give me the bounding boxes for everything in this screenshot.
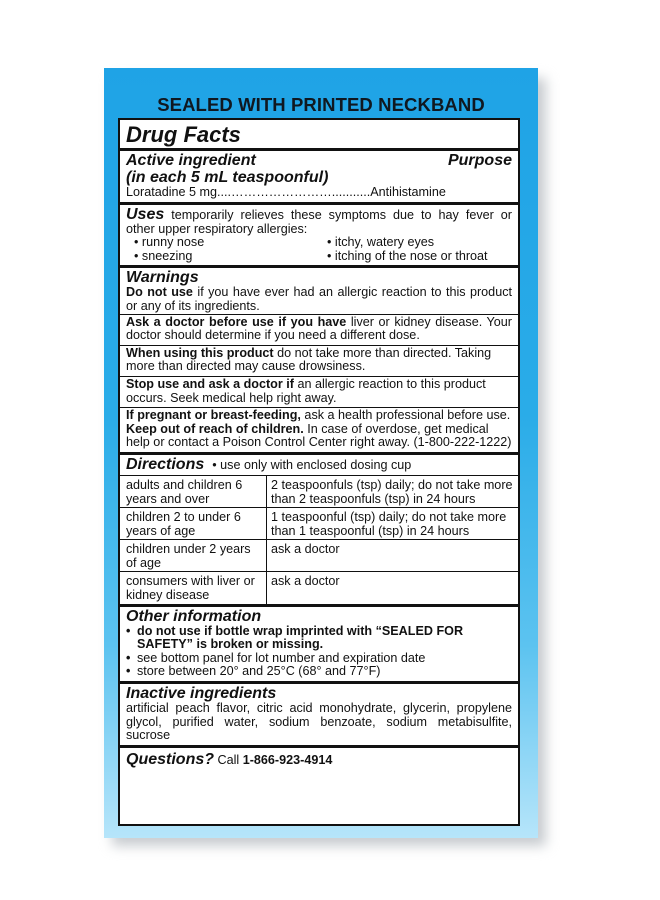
warning-item: When using this product do not take more than directed. Taking more than directed may cause drowsiness. bbox=[126, 345, 492, 374]
uses-text: temporarily relieves these symptoms due to hay fever or other upper respiratory allergies: bbox=[126, 207, 512, 236]
inactive-ingredients-section bbox=[126, 684, 512, 745]
questions-section bbox=[126, 748, 512, 770]
directions-who: children under 2 years of age bbox=[120, 540, 267, 572]
table-row bbox=[120, 508, 518, 540]
warning-item: Keep out of reach of children. In case of overdose, get medical help or contact a Poison Control Center right away. (1-800-222-1222) bbox=[126, 421, 512, 450]
warning-item: If pregnant or breast-feeding, ask a health professional before use. bbox=[126, 408, 511, 423]
directions-who: consumers with liver or kidney disease bbox=[120, 572, 267, 604]
list-item: • itching of the nose or throat bbox=[327, 250, 512, 264]
uses-bullets bbox=[126, 236, 512, 263]
drug-facts-panel bbox=[118, 118, 520, 826]
questions-call-label: Call bbox=[214, 752, 243, 767]
label-card bbox=[104, 68, 538, 838]
active-ingredient-subheading: (in each 5 mL teaspoonful) bbox=[126, 169, 329, 186]
other-information-section bbox=[126, 607, 512, 681]
warning-item: Ask a doctor before use if you have liver or kidney disease. Your doctor should determine if you need a different dose. bbox=[126, 314, 512, 343]
warnings-heading: Warnings bbox=[126, 269, 199, 287]
directions-who: children 2 to under 6 years of age bbox=[120, 508, 267, 540]
directions-note: • use only with enclosed dosing cup bbox=[212, 457, 412, 472]
directions-dose: 2 teaspoonfuls (tsp) daily; do not take more than 2 teaspoonfuls (tsp) in 24 hours bbox=[267, 475, 519, 507]
purpose-heading: Purpose bbox=[447, 152, 512, 169]
warnings-section bbox=[126, 268, 512, 313]
table-row bbox=[120, 540, 518, 572]
warning-item: Stop use and ask a doctor if an allergic reaction to this product occurs. Seek medical help right away. bbox=[126, 376, 486, 405]
table-row bbox=[120, 572, 518, 604]
directions-heading: Directions bbox=[126, 455, 205, 473]
directions-table bbox=[120, 475, 518, 604]
inactive-ingredients-text: artificial peach flavor, citric acid monohydrate, glycerin, propylene glycol, purified water, sodium benzoate, sodium metabisulfite, sucrose bbox=[126, 701, 512, 743]
list-item: • runny nose bbox=[134, 236, 319, 250]
other-information-heading: Other information bbox=[126, 607, 262, 625]
list-item: • sneezing bbox=[134, 250, 319, 264]
questions-heading: Questions? bbox=[126, 750, 215, 768]
directions-who: adults and children 6 years and over bbox=[120, 475, 267, 507]
drug-facts-title: Drug Facts bbox=[126, 122, 241, 147]
questions-phone: 1-866-923-4914 bbox=[242, 752, 333, 767]
list-item: • do not use if bottle wrap imprinted with “SEALED FOR SAFETY” is broken or missing. bbox=[126, 625, 512, 652]
directions-dose: ask a doctor bbox=[267, 540, 519, 572]
table-row bbox=[120, 475, 518, 507]
inactive-ingredients-heading: Inactive ingredients bbox=[126, 685, 277, 703]
active-ingredient-line: Loratadine 5 mg....……………………...........Antihistamine bbox=[126, 185, 446, 199]
list-item: • store between 20° and 25°C (68° and 77°F) bbox=[126, 665, 512, 679]
active-ingredient-section bbox=[126, 151, 512, 202]
directions-header bbox=[126, 455, 512, 475]
active-ingredient-heading: Active ingredient bbox=[126, 152, 256, 169]
directions-dose: 1 teaspoonful (tsp) daily; do not take more than 1 teaspoonful (tsp) in 24 hours bbox=[267, 508, 519, 540]
warning-item: Do not use if you have ever had an allergic reaction to this product or any of its ingredients. bbox=[126, 285, 512, 313]
uses-section bbox=[126, 205, 512, 266]
directions-dose: ask a doctor bbox=[267, 572, 519, 604]
list-item: • see bottom panel for lot number and expiration date bbox=[126, 652, 512, 666]
neckband-heading: SEALED WITH PRINTED NECKBAND bbox=[157, 94, 485, 115]
list-item: • itchy, watery eyes bbox=[327, 236, 512, 250]
uses-heading: Uses bbox=[126, 205, 165, 223]
